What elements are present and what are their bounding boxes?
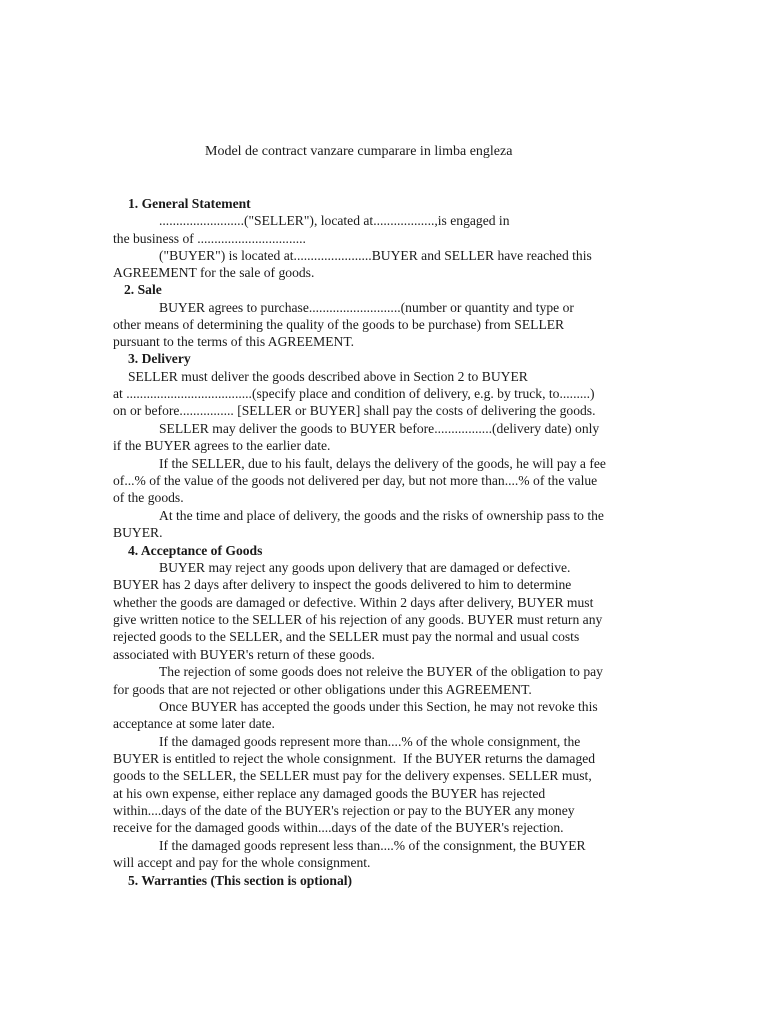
paragraph-line: BUYER has 2 days after delivery to inspect the goods delivered to him to determine — [113, 577, 572, 592]
paragraph-line: if the BUYER agrees to the earlier date. — [113, 438, 331, 453]
paragraph-line: BUYER. — [113, 525, 163, 540]
paragraph-line: of the goods. — [113, 490, 184, 505]
section-heading-general-statement: 1. General Statement — [128, 196, 251, 211]
section-heading-acceptance-of-goods: 4. Acceptance of Goods — [128, 543, 263, 558]
paragraph-line: for goods that are not rejected or other obligations under this AGREEMENT. — [113, 682, 532, 697]
paragraph-line: pursuant to the terms of this AGREEMENT. — [113, 334, 355, 349]
paragraph-line: of...% of the value of the goods not delivered per day, but not more than....% of the value — [113, 473, 598, 488]
paragraph-line: the business of ................................ — [113, 231, 306, 246]
paragraph-line: BUYER may reject any goods upon delivery that are damaged or defective. — [159, 560, 571, 575]
paragraph-line: If the damaged goods represent less than....% of the consignment, the BUYER — [159, 838, 586, 853]
document-title: Model de contract vanzare cumparare in limba engleza — [205, 144, 513, 159]
paragraph-line: receive for the damaged goods within....days of the date of the BUYER's rejection. — [113, 820, 564, 835]
paragraph-line: AGREEMENT for the sale of goods. — [113, 265, 315, 280]
paragraph-line: at .....................................(specify place and condition of delivery, e.g. by truck, to.........) — [113, 386, 595, 401]
paragraph-line: Once BUYER has accepted the goods under this Section, he may not revoke this — [159, 699, 598, 714]
paragraph-line: BUYER agrees to purchase...........................(number or quantity and type or — [159, 300, 574, 315]
paragraph-line: other means of determining the quality of the goods to be purchase) from SELLER — [113, 317, 565, 332]
paragraph-line: acceptance at some later date. — [113, 716, 275, 731]
paragraph-line: SELLER may deliver the goods to BUYER before.................(delivery date) only — [159, 421, 600, 436]
paragraph-line: The rejection of some goods does not releive the BUYER of the obligation to pay — [159, 664, 603, 679]
paragraph-line: If the damaged goods represent more than....% of the whole consignment, the — [159, 734, 581, 749]
paragraph-line: SELLER must deliver the goods described above in Section 2 to BUYER — [128, 369, 528, 384]
paragraph-line: associated with BUYER's return of these goods. — [113, 647, 375, 662]
section-heading-warranties: 5. Warranties (This section is optional) — [128, 873, 353, 888]
paragraph-line: at his own expense, either replace any damaged goods the BUYER has rejected — [113, 786, 546, 801]
paragraph-line: At the time and place of delivery, the goods and the risks of ownership pass to the — [159, 508, 604, 523]
paragraph-line: give written notice to the SELLER of his rejection of any goods. BUYER must return any — [113, 612, 603, 627]
paragraph-line: BUYER is entitled to reject the whole consignment. If the BUYER returns the damaged — [113, 751, 596, 766]
paragraph-line: will accept and pay for the whole consignment. — [113, 855, 371, 870]
paragraph-line: rejected goods to the SELLER, and the SELLER must pay the normal and usual costs — [113, 629, 580, 644]
paragraph-line: on or before................ [SELLER or BUYER] shall pay the costs of delivering the goods. — [113, 403, 596, 418]
paragraph-line: goods to the SELLER, the SELLER must pay for the delivery expenses. SELLER must, — [113, 768, 592, 783]
paragraph-line: whether the goods are damaged or defective. Within 2 days after delivery, BUYER must — [113, 595, 594, 610]
section-heading-sale: 2. Sale — [124, 282, 162, 297]
paragraph-line: within....days of the date of the BUYER's rejection or pay to the BUYER any money — [113, 803, 575, 818]
paragraph-line: .........................("SELLER"), located at..................,is engaged in — [159, 213, 510, 228]
paragraph-line: If the SELLER, due to his fault, delays the delivery of the goods, he will pay a fee — [159, 456, 606, 471]
section-heading-delivery: 3. Delivery — [128, 351, 191, 366]
paragraph-line: ("BUYER") is located at.......................BUYER and SELLER have reached this — [159, 248, 592, 263]
